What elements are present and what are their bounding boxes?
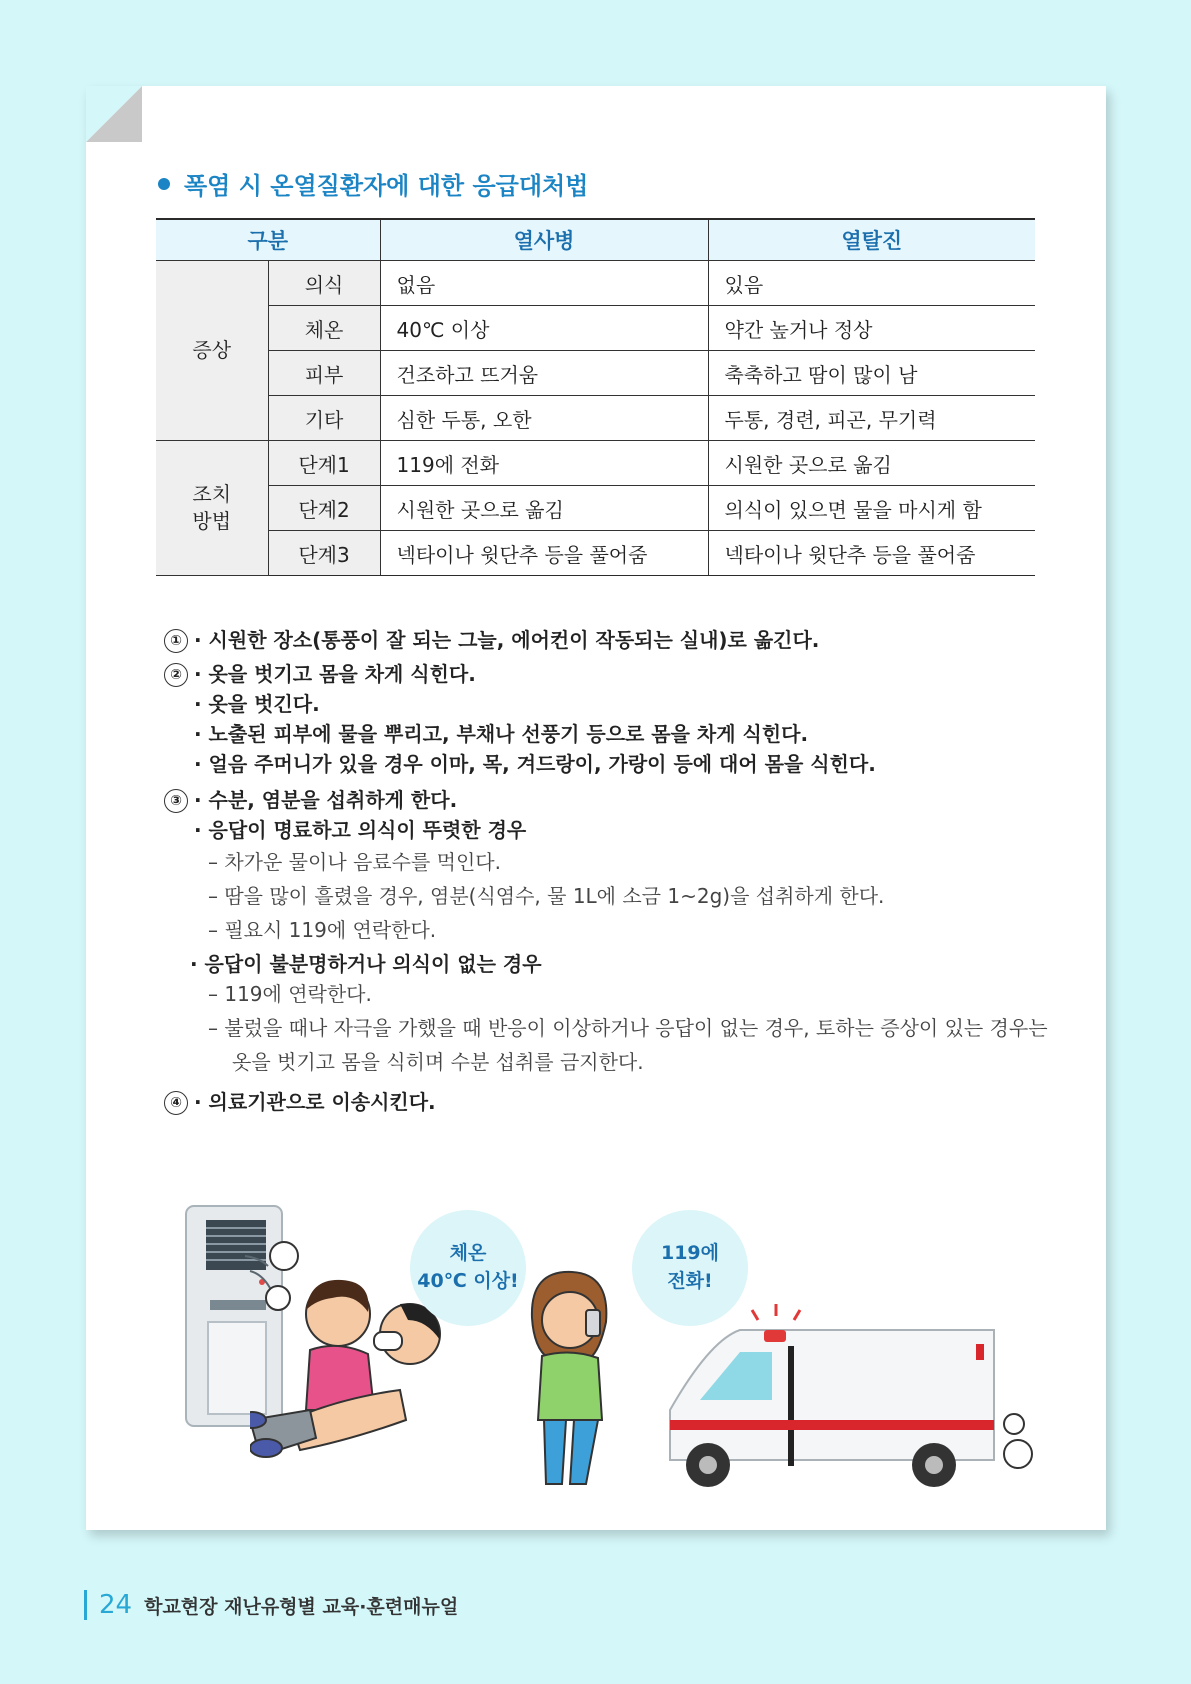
bubble-body-temperature [410,1210,526,1326]
step-3-item: 옷을 벗기고 몸을 식히며 수분 섭취를 금지한다. [232,1050,644,1074]
step-2-sub: · 옷을 벗긴다. [194,692,320,716]
bubble-line: 119에 [660,1242,719,1265]
footer-divider [84,1590,87,1620]
cell-heat-exhaustion: 시원한 곳으로 옮김 [708,441,1035,486]
table-row [156,531,1035,576]
cell-heatstroke: 건조하고 뜨거움 [380,351,708,396]
step-2-sub: · 얼음 주머니가 있을 경우 이마, 목, 겨드랑이, 가랑이 등에 대어 몸을 식힌다. [194,752,876,776]
cell-heat-exhaustion: 축축하고 땀이 많이 남 [708,351,1035,396]
table-row [156,261,1035,306]
group-treatment [156,441,268,576]
step-3-case: · 응답이 불분명하거나 의식이 없는 경우 [190,952,542,976]
cell-heatstroke: 심한 두통, 오한 [380,396,708,441]
step-3-item: – 차가운 물이나 음료수를 먹인다. [208,850,501,874]
row-label: 기타 [268,396,380,441]
row-label: 의식 [268,261,380,306]
group-symptoms: 증상 [156,261,268,441]
step-number: ④ [164,1091,188,1115]
row-label: 단계2 [268,486,380,531]
step-text: · 의료기관으로 이송시킨다. [194,1090,436,1114]
cell-heat-exhaustion: 넥타이나 윗단추 등을 풀어줌 [708,531,1035,576]
ambulance-illustration [660,1300,1040,1490]
cell-heat-exhaustion: 약간 높거나 정상 [708,306,1035,351]
step-text: · 옷을 벗기고 몸을 차게 식힌다. [194,662,476,686]
exhaust-puff-icon [996,1410,1040,1474]
table-row [156,486,1035,531]
group-treatment-label: 조치 방법 [192,482,232,533]
woman-on-phone-illustration [520,1270,620,1490]
step-3 [164,784,457,813]
footer-title: 학교현장 재난유형별 교육·훈련매뉴얼 [144,1595,459,1618]
row-label: 단계3 [268,531,380,576]
step-3-case: · 응답이 명료하고 의식이 뚜렷한 경우 [194,818,527,842]
bubble-line: 40℃ 이상! [417,1270,519,1292]
step-3-item: – 119에 연락한다. [208,982,372,1006]
page-footer [84,1590,458,1620]
section-title [158,166,588,201]
step-number: ③ [164,789,188,813]
cell-heat-exhaustion: 의식이 있으면 물을 마시게 함 [708,486,1035,531]
header-heat-exhaustion: 열탈진 [708,219,1035,261]
first-aid-table [156,218,1035,576]
table-row [156,306,1035,351]
page-number: 24 [99,1590,133,1620]
step-1 [164,624,819,653]
cell-heatstroke: 40℃ 이상 [380,306,708,351]
table-header-row [156,219,1035,261]
table-row [156,441,1035,486]
cell-heatstroke: 없음 [380,261,708,306]
header-category: 구분 [156,219,380,261]
table-row [156,351,1035,396]
bubble-line: 체온 [449,1242,487,1265]
step-number: ① [164,629,188,653]
step-2-sub: · 노출된 피부에 물을 뿌리고, 부채나 선풍기 등으로 몸을 차게 식힌다. [194,722,809,746]
page-fold-corner [86,86,142,142]
step-number: ② [164,663,188,687]
step-text: · 수분, 염분을 섭취하게 한다. [194,788,458,812]
bubble-line: 전화! [667,1270,713,1292]
step-4 [164,1086,436,1115]
step-2 [164,658,476,687]
bullet-icon [158,178,170,190]
step-text: · 시원한 장소(통풍이 잘 되는 그늘, 에어컨이 작동되는 실내)로 옮긴다. [194,628,820,652]
row-label: 단계1 [268,441,380,486]
cell-heat-exhaustion: 있음 [708,261,1035,306]
header-heatstroke: 열사병 [380,219,708,261]
step-3-item: – 불렀을 때나 자극을 가했을 때 반응이 이상하거나 응답이 없는 경우, 토하는 증상이 있는 경우는 [208,1016,1048,1040]
row-label: 피부 [268,351,380,396]
cell-heatstroke: 119에 전화 [380,441,708,486]
table-row [156,396,1035,441]
cell-heatstroke: 시원한 곳으로 옮김 [380,486,708,531]
cell-heatstroke: 넥타이나 윗단추 등을 풀어줌 [380,531,708,576]
row-label: 체온 [268,306,380,351]
step-3-item: – 땀을 많이 흘렸을 경우, 염분(식염수, 물 1L에 소금 1~2g)을 섭취하게 한다. [208,884,885,908]
step-3-item: – 필요시 119에 연락한다. [208,918,437,942]
cell-heat-exhaustion: 두통, 경련, 피곤, 무기력 [708,396,1035,441]
section-title-text: 폭염 시 온열질환자에 대한 응급대처법 [184,172,589,200]
